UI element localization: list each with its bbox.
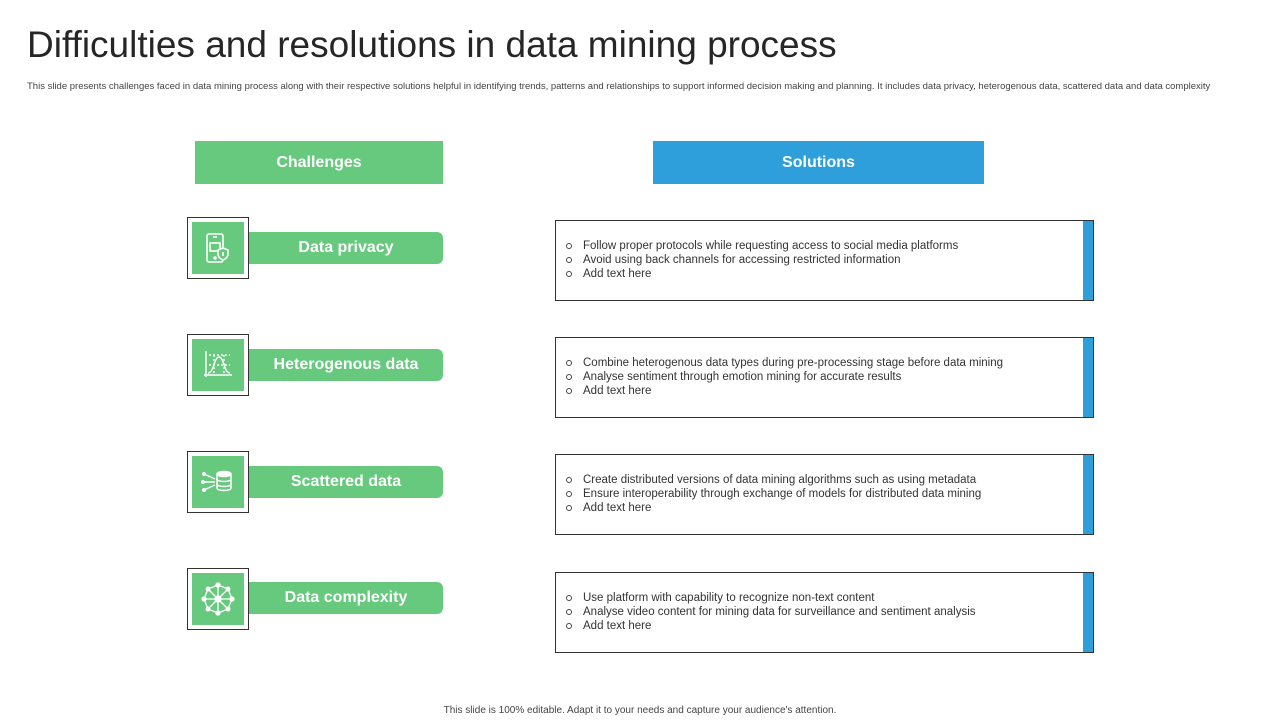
solution-box <box>555 454 1094 535</box>
solution-list <box>565 473 1073 515</box>
curve-chart-icon <box>192 339 244 391</box>
solution-item: Combine heterogenous data types during pre-processing stage before data mining <box>565 356 1073 370</box>
challenge-icon-box <box>187 334 249 396</box>
solution-item: Add text here <box>565 619 1073 633</box>
solution-item: Add text here <box>565 384 1073 398</box>
page-title: Difficulties and resolutions in data mining process <box>27 24 837 65</box>
challenge-label: Data complexity <box>249 582 443 614</box>
solution-accent-bar <box>1083 573 1093 652</box>
solution-item: Add text here <box>565 501 1073 515</box>
challenge-label: Scattered data <box>249 466 443 498</box>
solution-item: Follow proper protocols while requesting access to social media platforms <box>565 239 1073 253</box>
challenge-icon-box <box>187 568 249 630</box>
network-nodes-icon <box>192 573 244 625</box>
challenge-label: Data privacy <box>249 232 443 264</box>
page-subtitle: This slide presents challenges faced in data mining process along with their respective solutions helpful in identifying trends, patterns and relationships to support informed decision making and planning. It includes data privacy, heterogenous data, scattered data and data complexity <box>27 81 1211 92</box>
solution-accent-bar <box>1083 455 1093 534</box>
solution-list <box>565 239 1073 281</box>
solution-list <box>565 591 1073 633</box>
challenge-icon-box <box>187 217 249 279</box>
solution-item: Avoid using back channels for accessing restricted information <box>565 253 1073 267</box>
solution-item: Analyse sentiment through emotion mining for accurate results <box>565 370 1073 384</box>
solution-item: Use platform with capability to recognize non-text content <box>565 591 1073 605</box>
solution-list <box>565 356 1073 398</box>
solution-accent-bar <box>1083 338 1093 417</box>
challenge-label: Heterogenous data <box>249 349 443 381</box>
database-network-icon <box>192 456 244 508</box>
challenges-header: Challenges <box>195 141 443 184</box>
solution-item: Ensure interoperability through exchange of models for distributed data mining <box>565 487 1073 501</box>
solution-box <box>555 572 1094 653</box>
challenge-icon-box <box>187 451 249 513</box>
footer-note: This slide is 100% editable. Adapt it to your needs and capture your audience's attention. <box>443 705 837 716</box>
solution-item: Analyse video content for mining data for surveillance and sentiment analysis <box>565 605 1073 619</box>
solution-box <box>555 337 1094 418</box>
solution-item: Create distributed versions of data mining algorithms such as using metadata <box>565 473 1073 487</box>
mobile-shield-icon <box>192 222 244 274</box>
solution-box <box>555 220 1094 301</box>
solution-item: Add text here <box>565 267 1073 281</box>
solutions-header: Solutions <box>653 141 984 184</box>
solution-accent-bar <box>1083 221 1093 300</box>
